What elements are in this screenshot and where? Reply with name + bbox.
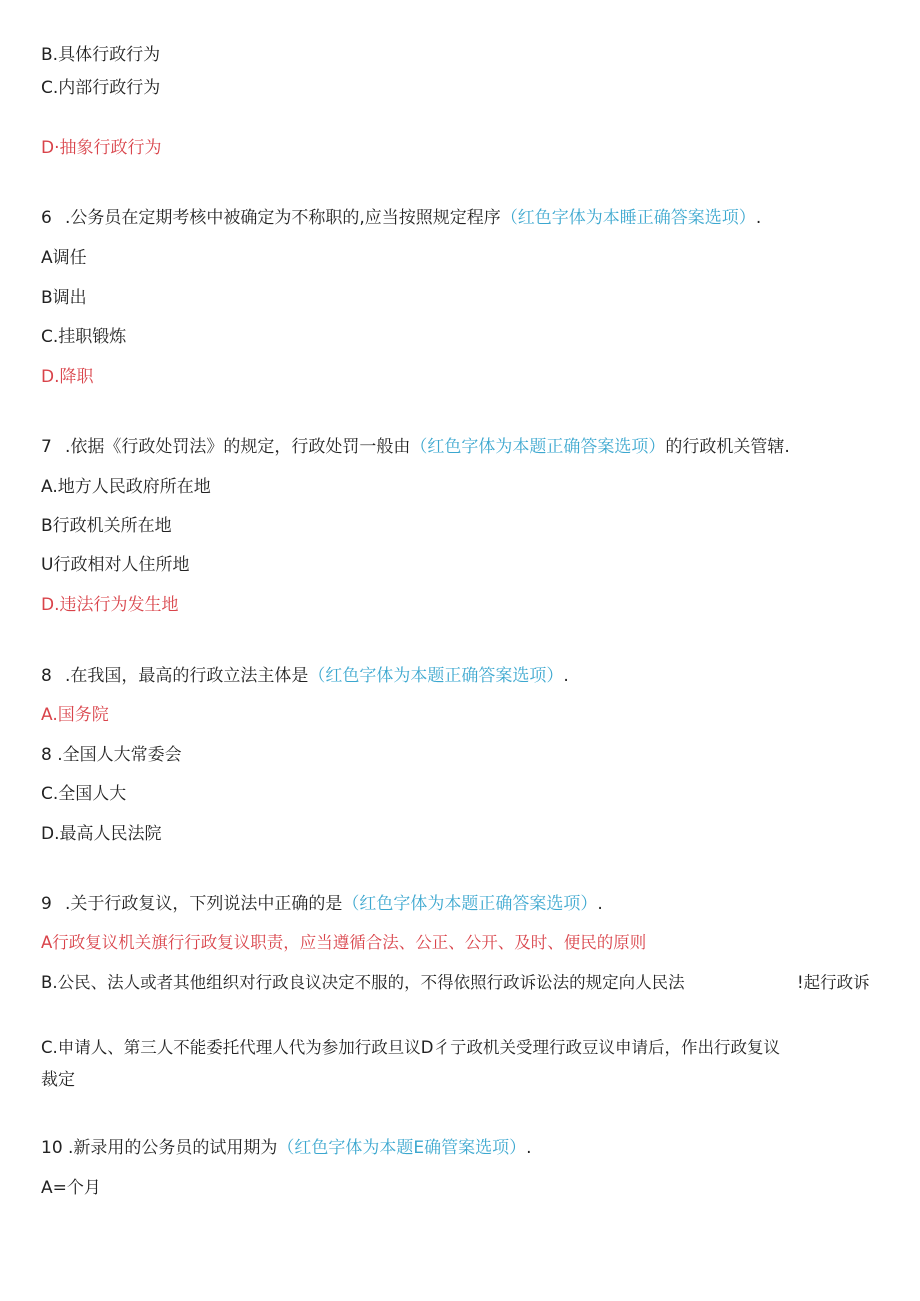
- q7-option-b: B行政机关所在地: [41, 516, 172, 536]
- q8-number: 8: [41, 666, 52, 686]
- q8-note: （红色字体为本题正确答案选项）: [308, 666, 564, 686]
- q8-option-a-answer: A.国务院: [41, 705, 109, 725]
- q7-stem-text: .依据《行政处罚法》的规定，行政处罚一般由: [65, 437, 411, 457]
- q6-note: （红色字体为本睡正确答案选项）: [500, 208, 756, 228]
- q6-option-b: B调出: [41, 288, 87, 308]
- q7-stem-end: 的行政机关管辖.: [665, 437, 790, 457]
- q9-stem: [41, 893, 603, 915]
- q9-option-b: B.公民、法人或者其他组织对行政良议决定不服的，不得依照行政诉讼法的规定向人民法: [41, 973, 685, 992]
- q7-stem: [41, 436, 790, 458]
- q6-option-d-answer: D.降职: [41, 367, 94, 387]
- q9-stem-end: .: [597, 894, 603, 914]
- q7-note: （红色字体为本题正确答案选项）: [410, 437, 666, 457]
- q10-note: （红色字体为本题E确管案选项）: [277, 1138, 527, 1158]
- q8-option-c: C.全国人大: [41, 784, 127, 804]
- q10-option-a: A=个月: [41, 1178, 101, 1198]
- q9-option-a-answer: A行政复议机关旗行行政复议职责，应当遵循合法、公正、公开、及时、便民的原则: [41, 933, 647, 952]
- q7-number: 7: [41, 437, 52, 457]
- q9-option-b-tail: !起行政诉: [797, 973, 870, 992]
- q6-stem-end: .: [755, 208, 762, 228]
- q8-option-b: 8 .全国人大常委会: [41, 745, 182, 765]
- q7-option-c: U行政相对人住所地: [41, 555, 190, 575]
- q10-number: 10: [41, 1138, 63, 1158]
- q7-option-a: A.地方人民政府所在地: [41, 477, 211, 497]
- q10-stem: [41, 1137, 532, 1159]
- q8-option-d: D.最高人民法院: [41, 824, 162, 844]
- q9-note: （红色字体为本题正确答案选项）: [342, 894, 598, 914]
- q10-stem-end: .: [526, 1138, 532, 1158]
- q9-option-c-line2: 裁定: [41, 1070, 75, 1090]
- q6-option-c: C.挂职锻炼: [41, 327, 127, 347]
- q5-option-c: C.内部行政行为: [41, 78, 161, 98]
- q8-stem-text: .在我国，最高的行政立法主体是: [65, 666, 309, 686]
- q8-stem: [41, 665, 569, 687]
- q8-stem-end: .: [563, 666, 569, 686]
- q5-option-b: B.具体行政行为: [41, 45, 161, 65]
- q6-number: 6: [41, 208, 52, 228]
- q9-stem-text: .关于行政复议，下列说法中正确的是: [65, 894, 343, 914]
- q6-stem: [41, 207, 761, 229]
- q10-stem-text: .新录用的公务员的试用期为: [68, 1138, 278, 1158]
- q9-number: 9: [41, 894, 52, 914]
- q5-option-d-answer: D·抽象行政行为: [41, 138, 162, 158]
- q9-option-c-line1: C.申请人、第三人不能委托代理人代为参加行政旦议D彳亍政机关受理行政豆议申请后，作出行政复议: [41, 1038, 780, 1057]
- q7-option-d-answer: D.违法行为发生地: [41, 595, 179, 615]
- q6-option-a: A调任: [41, 248, 87, 268]
- q6-stem-text: .公务员在定期考核中被确定为不称职的,应当按照规定程序: [65, 208, 501, 228]
